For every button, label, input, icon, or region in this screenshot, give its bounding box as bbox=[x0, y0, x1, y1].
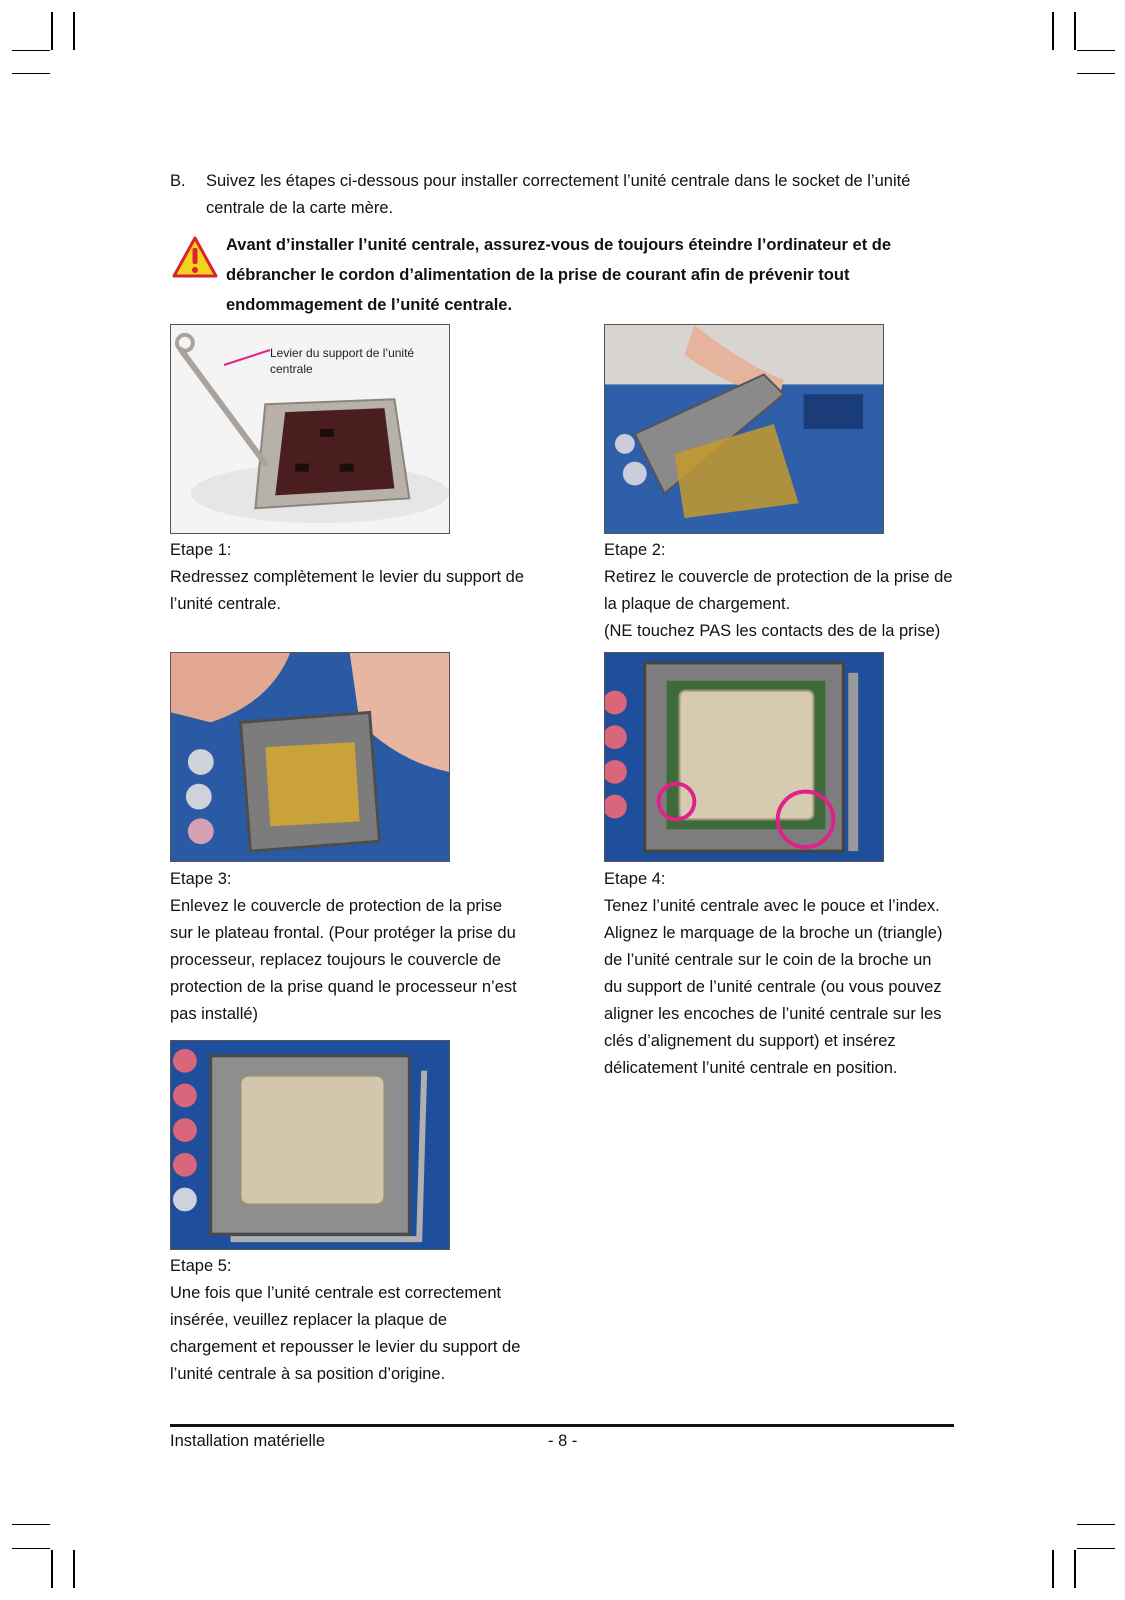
intro-text: Suivez les étapes ci-dessous pour installer correctement l’unité centrale dans le socket de l’unité centrale de la carte mère. bbox=[206, 172, 911, 217]
step2-photo bbox=[604, 324, 884, 534]
step1-text: Redressez complètement le levier du support de l’unité centrale. bbox=[170, 568, 525, 613]
crop-mark bbox=[51, 12, 53, 50]
crop-mark bbox=[1077, 1524, 1115, 1525]
step2-title: Etape 2: bbox=[604, 541, 666, 559]
step4-photo bbox=[604, 652, 884, 862]
callout-leader-line bbox=[222, 348, 272, 368]
crop-mark bbox=[12, 73, 50, 74]
crop-mark bbox=[1074, 12, 1076, 50]
step2-note: (NE touchez PAS les contacts des de la prise) bbox=[604, 622, 941, 640]
crop-mark bbox=[73, 1550, 75, 1588]
crop-mark bbox=[1077, 73, 1115, 74]
footer-section: Installation matérielle bbox=[170, 1432, 325, 1450]
crop-mark bbox=[12, 50, 50, 51]
step4-text: Tenez l’unité centrale avec le pouce et l’index. Alignez le marquage de la broche un (triangle) de l’unité centrale sur le coin de la broche un du support de l’unité centrale (ou vous pouvez aligner les encoches de l’unité centrale sur les clés d’alignement du support) et insérez délicatement l’unité centrale en position. bbox=[604, 897, 943, 1077]
crop-mark bbox=[1052, 12, 1054, 50]
step1-title: Etape 1: bbox=[170, 541, 232, 559]
crop-mark bbox=[12, 1524, 50, 1525]
step4-title: Etape 4: bbox=[604, 870, 666, 888]
step2-text: Retirez le couvercle de protection de la prise de la plaque de chargement. bbox=[604, 568, 953, 613]
page-number: - 8 - bbox=[548, 1432, 578, 1450]
crop-mark bbox=[51, 1550, 53, 1588]
crop-mark bbox=[1077, 50, 1115, 51]
crop-mark bbox=[73, 12, 75, 50]
warning-triangle-icon bbox=[172, 236, 218, 278]
warning-text: Avant d’installer l’unité centrale, assurez-vous de toujours éteindre l’ordinateur et de débrancher le cordon d’alimentation de la prise de courant afin de prévenir tout endommagement de l’unité centrale. bbox=[226, 236, 892, 314]
intro-marker: B. bbox=[170, 172, 186, 190]
step5-title: Etape 5: bbox=[170, 1257, 232, 1275]
lever-callout-label: Levier du support de l’unité centrale bbox=[270, 346, 415, 376]
crop-mark bbox=[1052, 1550, 1054, 1588]
footer-rule bbox=[170, 1424, 954, 1427]
step3-text: Enlevez le couvercle de protection de la prise sur le plateau frontal. (Pour protéger la prise du processeur, replacez toujours le couvercle de protection de la prise quand le processeur n’est pas installé) bbox=[170, 897, 517, 1023]
step5-photo bbox=[170, 1040, 450, 1250]
step5-text: Une fois que l’unité centrale est correctement insérée, veuillez replacer la plaque de chargement et repousser le levier du support de l’unité centrale à sa position d’origine. bbox=[170, 1284, 521, 1383]
crop-mark bbox=[1074, 1550, 1076, 1588]
step3-photo bbox=[170, 652, 450, 862]
crop-mark bbox=[1077, 1548, 1115, 1549]
crop-mark bbox=[12, 1548, 50, 1549]
step3-title: Etape 3: bbox=[170, 870, 232, 888]
